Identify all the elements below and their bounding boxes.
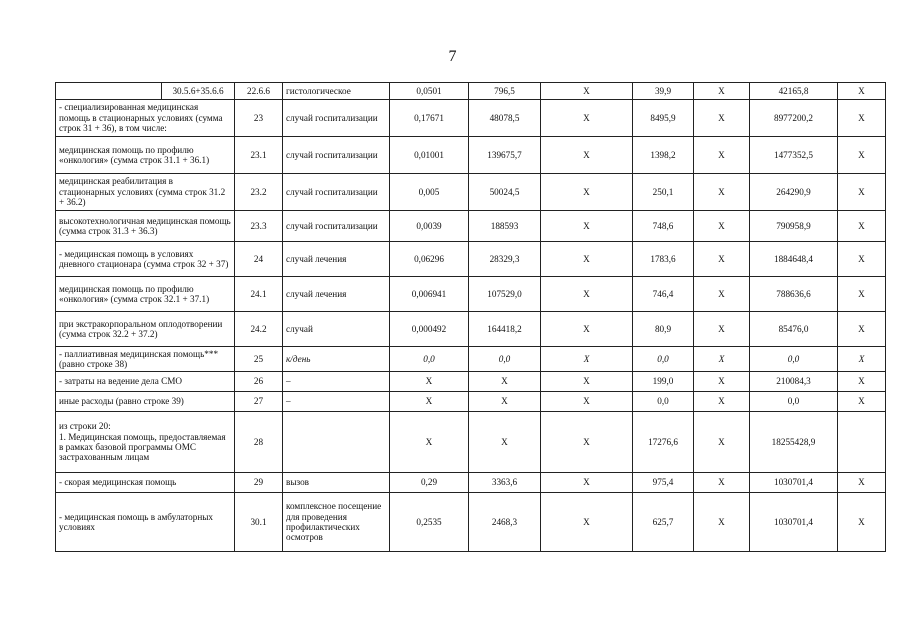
table-row: [56, 211, 886, 242]
cell-name: иные расходы (равно строке 39): [56, 392, 235, 412]
cell-col7: 625,7: [633, 493, 694, 552]
cell-name: - медицинская помощь в условиях дневного стационара (сумма строк 32 + 37): [56, 242, 235, 277]
cell-col7: 250,1: [633, 174, 694, 211]
cell-col7: 39,9: [633, 83, 694, 100]
table-row: [56, 312, 886, 347]
cell-cost: X: [469, 372, 541, 392]
cell-col10: X: [838, 242, 886, 277]
table-row: [56, 137, 886, 174]
cell-col7: 0,0: [633, 347, 694, 372]
cell-norm: 0,17671: [390, 100, 469, 137]
cell-unit: случай госпитализации: [283, 100, 390, 137]
cell-col9: 18255428,9: [750, 412, 838, 473]
cell-unit: комплексное посещение для проведения профилактических осмотров: [283, 493, 390, 552]
cell-norm: X: [390, 392, 469, 412]
cell-col9: 210084,3: [750, 372, 838, 392]
cell-norm: 0,2535: [390, 493, 469, 552]
cell-col10: X: [838, 347, 886, 372]
cell-unit: вызов: [283, 473, 390, 493]
cell-col7: 199,0: [633, 372, 694, 392]
cell-col8: X: [694, 211, 750, 242]
cell-cost: 164418,2: [469, 312, 541, 347]
cell-unit: случай лечения: [283, 277, 390, 312]
cell-norm: 0,0: [390, 347, 469, 372]
page-number: 7: [448, 48, 457, 65]
cell-name: - затраты на ведение дела СМО: [56, 372, 235, 392]
cell-col9: 0,0: [750, 347, 838, 372]
cell-row-number: 24.1: [235, 277, 283, 312]
cell-name: - паллиативная медицинская помощь*** (равно строке 38): [56, 347, 235, 372]
cell-name: - скорая медицинская помощь: [56, 473, 235, 493]
cell-col9: 1030701,4: [750, 473, 838, 493]
table-row: [56, 372, 886, 392]
cell-name: медицинская реабилитация в стационарных условиях (сумма строк 31.2 + 36.2): [56, 174, 235, 211]
table-row: [56, 392, 886, 412]
cell-col7: 80,9: [633, 312, 694, 347]
cell-unit: [283, 412, 390, 473]
cell-col10: X: [838, 174, 886, 211]
cell-col10: X: [838, 211, 886, 242]
cell-col9: 788636,6: [750, 277, 838, 312]
cell-cost: 48078,5: [469, 100, 541, 137]
cell-col6: X: [541, 277, 633, 312]
cell-row-number: 24.2: [235, 312, 283, 347]
cell-cost: 139675,7: [469, 137, 541, 174]
cell-cost: 50024,5: [469, 174, 541, 211]
cell-cost: X: [469, 392, 541, 412]
cell-name: медицинская помощь по профилю «онкология» (сумма строк 32.1 + 37.1): [56, 277, 235, 312]
cell-norm: 0,000492: [390, 312, 469, 347]
cell-col6: X: [541, 392, 633, 412]
cell-col10: X: [838, 392, 886, 412]
cell-name: при экстракорпоральном оплодотворении (сумма строк 32.2 + 37.2): [56, 312, 235, 347]
cell-norm: 0,005: [390, 174, 469, 211]
cell-row-number: 27: [235, 392, 283, 412]
cell-col8: X: [694, 347, 750, 372]
cell-col6: X: [541, 473, 633, 493]
cell-cost: 2468,3: [469, 493, 541, 552]
table-row: [56, 83, 886, 100]
cell-unit: случай: [283, 312, 390, 347]
cell-name: из строки 20: 1. Медицинская помощь, предоставляемая в рамках базовой программы ОМС застрахованным лицам: [56, 412, 235, 473]
cell-col6: X: [541, 312, 633, 347]
table-row: [56, 174, 886, 211]
cell-col6: X: [541, 493, 633, 552]
cell-col8: X: [694, 137, 750, 174]
cell-col6: X: [541, 137, 633, 174]
cell-row-number: 22.6.6: [235, 83, 283, 100]
table-row: [56, 100, 886, 137]
table-body: [56, 83, 886, 552]
tariff-table: [55, 82, 886, 552]
cell-blank: [56, 83, 162, 100]
cell-col10: X: [838, 137, 886, 174]
cell-col6: X: [541, 242, 633, 277]
cell-col9: 1884648,4: [750, 242, 838, 277]
table-row: [56, 277, 886, 312]
cell-col6: X: [541, 83, 633, 100]
cell-col10: X: [838, 493, 886, 552]
cell-col6: X: [541, 372, 633, 392]
cell-col8: X: [694, 372, 750, 392]
cell-col9: 0,0: [750, 392, 838, 412]
cell-norm: X: [390, 372, 469, 392]
cell-col9: 790958,9: [750, 211, 838, 242]
cell-col10: X: [838, 277, 886, 312]
cell-unit: гистологическое: [283, 83, 390, 100]
cell-name: - медицинская помощь в амбулаторных условиях: [56, 493, 235, 552]
cell-col9: 1030701,4: [750, 493, 838, 552]
cell-row-number: 28: [235, 412, 283, 473]
cell-norm: 0,06296: [390, 242, 469, 277]
cell-cost: 188593: [469, 211, 541, 242]
cell-col7: 748,6: [633, 211, 694, 242]
cell-col10: X: [838, 83, 886, 100]
cell-unit: случай госпитализации: [283, 137, 390, 174]
cell-col8: X: [694, 312, 750, 347]
cell-row-number: 29: [235, 473, 283, 493]
cell-cost: 796,5: [469, 83, 541, 100]
cell-col10: X: [838, 312, 886, 347]
cell-row-number: 23.3: [235, 211, 283, 242]
cell-col10: X: [838, 372, 886, 392]
cell-code: 30.5.6+35.6.6: [162, 83, 235, 100]
cell-col10: [838, 412, 886, 473]
cell-norm: 0,29: [390, 473, 469, 493]
cell-col9: 1477352,5: [750, 137, 838, 174]
cell-row-number: 23: [235, 100, 283, 137]
cell-norm: X: [390, 412, 469, 473]
cell-unit: –: [283, 392, 390, 412]
cell-row-number: 30.1: [235, 493, 283, 552]
cell-norm: 0,0501: [390, 83, 469, 100]
cell-row-number: 26: [235, 372, 283, 392]
cell-name: высокотехнологичная медицинская помощь (сумма строк 31.3 + 36.3): [56, 211, 235, 242]
table-row: [56, 412, 886, 473]
cell-col6: X: [541, 412, 633, 473]
table-row: [56, 493, 886, 552]
cell-col8: X: [694, 174, 750, 211]
cell-unit: случай госпитализации: [283, 211, 390, 242]
cell-norm: 0,006941: [390, 277, 469, 312]
cell-col8: X: [694, 412, 750, 473]
cell-col10: X: [838, 473, 886, 493]
cell-cost: 3363,6: [469, 473, 541, 493]
cell-col8: X: [694, 277, 750, 312]
cell-norm: 0,01001: [390, 137, 469, 174]
cell-col9: 42165,8: [750, 83, 838, 100]
cell-cost: 28329,3: [469, 242, 541, 277]
cell-col7: 8495,9: [633, 100, 694, 137]
cell-col10: X: [838, 100, 886, 137]
cell-name: медицинская помощь по профилю «онкология» (сумма строк 31.1 + 36.1): [56, 137, 235, 174]
table-row: [56, 242, 886, 277]
cell-name: - специализированная медицинская помощь в стационарных условиях (сумма строк 31 + 36), в том числе:: [56, 100, 235, 137]
cell-norm: 0,0039: [390, 211, 469, 242]
cell-col6: X: [541, 174, 633, 211]
cell-row-number: 23.1: [235, 137, 283, 174]
cell-col7: 1783,6: [633, 242, 694, 277]
cell-col6: X: [541, 100, 633, 137]
cell-col8: X: [694, 473, 750, 493]
cell-unit: к/день: [283, 347, 390, 372]
cell-row-number: 24: [235, 242, 283, 277]
cell-col8: X: [694, 83, 750, 100]
cell-col8: X: [694, 493, 750, 552]
cell-row-number: 25: [235, 347, 283, 372]
table-row: [56, 473, 886, 493]
cell-cost: X: [469, 412, 541, 473]
cell-col8: X: [694, 100, 750, 137]
cell-col9: 264290,9: [750, 174, 838, 211]
cell-col7: 975,4: [633, 473, 694, 493]
table-row: [56, 347, 886, 372]
cell-col8: X: [694, 242, 750, 277]
cell-col9: 8977200,2: [750, 100, 838, 137]
cell-unit: случай госпитализации: [283, 174, 390, 211]
cell-cost: 107529,0: [469, 277, 541, 312]
cell-col7: 17276,6: [633, 412, 694, 473]
cell-col6: X: [541, 211, 633, 242]
cell-row-number: 23.2: [235, 174, 283, 211]
cell-col6: X: [541, 347, 633, 372]
cell-unit: –: [283, 372, 390, 392]
cell-col7: 1398,2: [633, 137, 694, 174]
cell-col9: 85476,0: [750, 312, 838, 347]
cell-unit: случай лечения: [283, 242, 390, 277]
cell-col7: 0,0: [633, 392, 694, 412]
cell-cost: 0,0: [469, 347, 541, 372]
cell-col7: 746,4: [633, 277, 694, 312]
cell-col8: X: [694, 392, 750, 412]
